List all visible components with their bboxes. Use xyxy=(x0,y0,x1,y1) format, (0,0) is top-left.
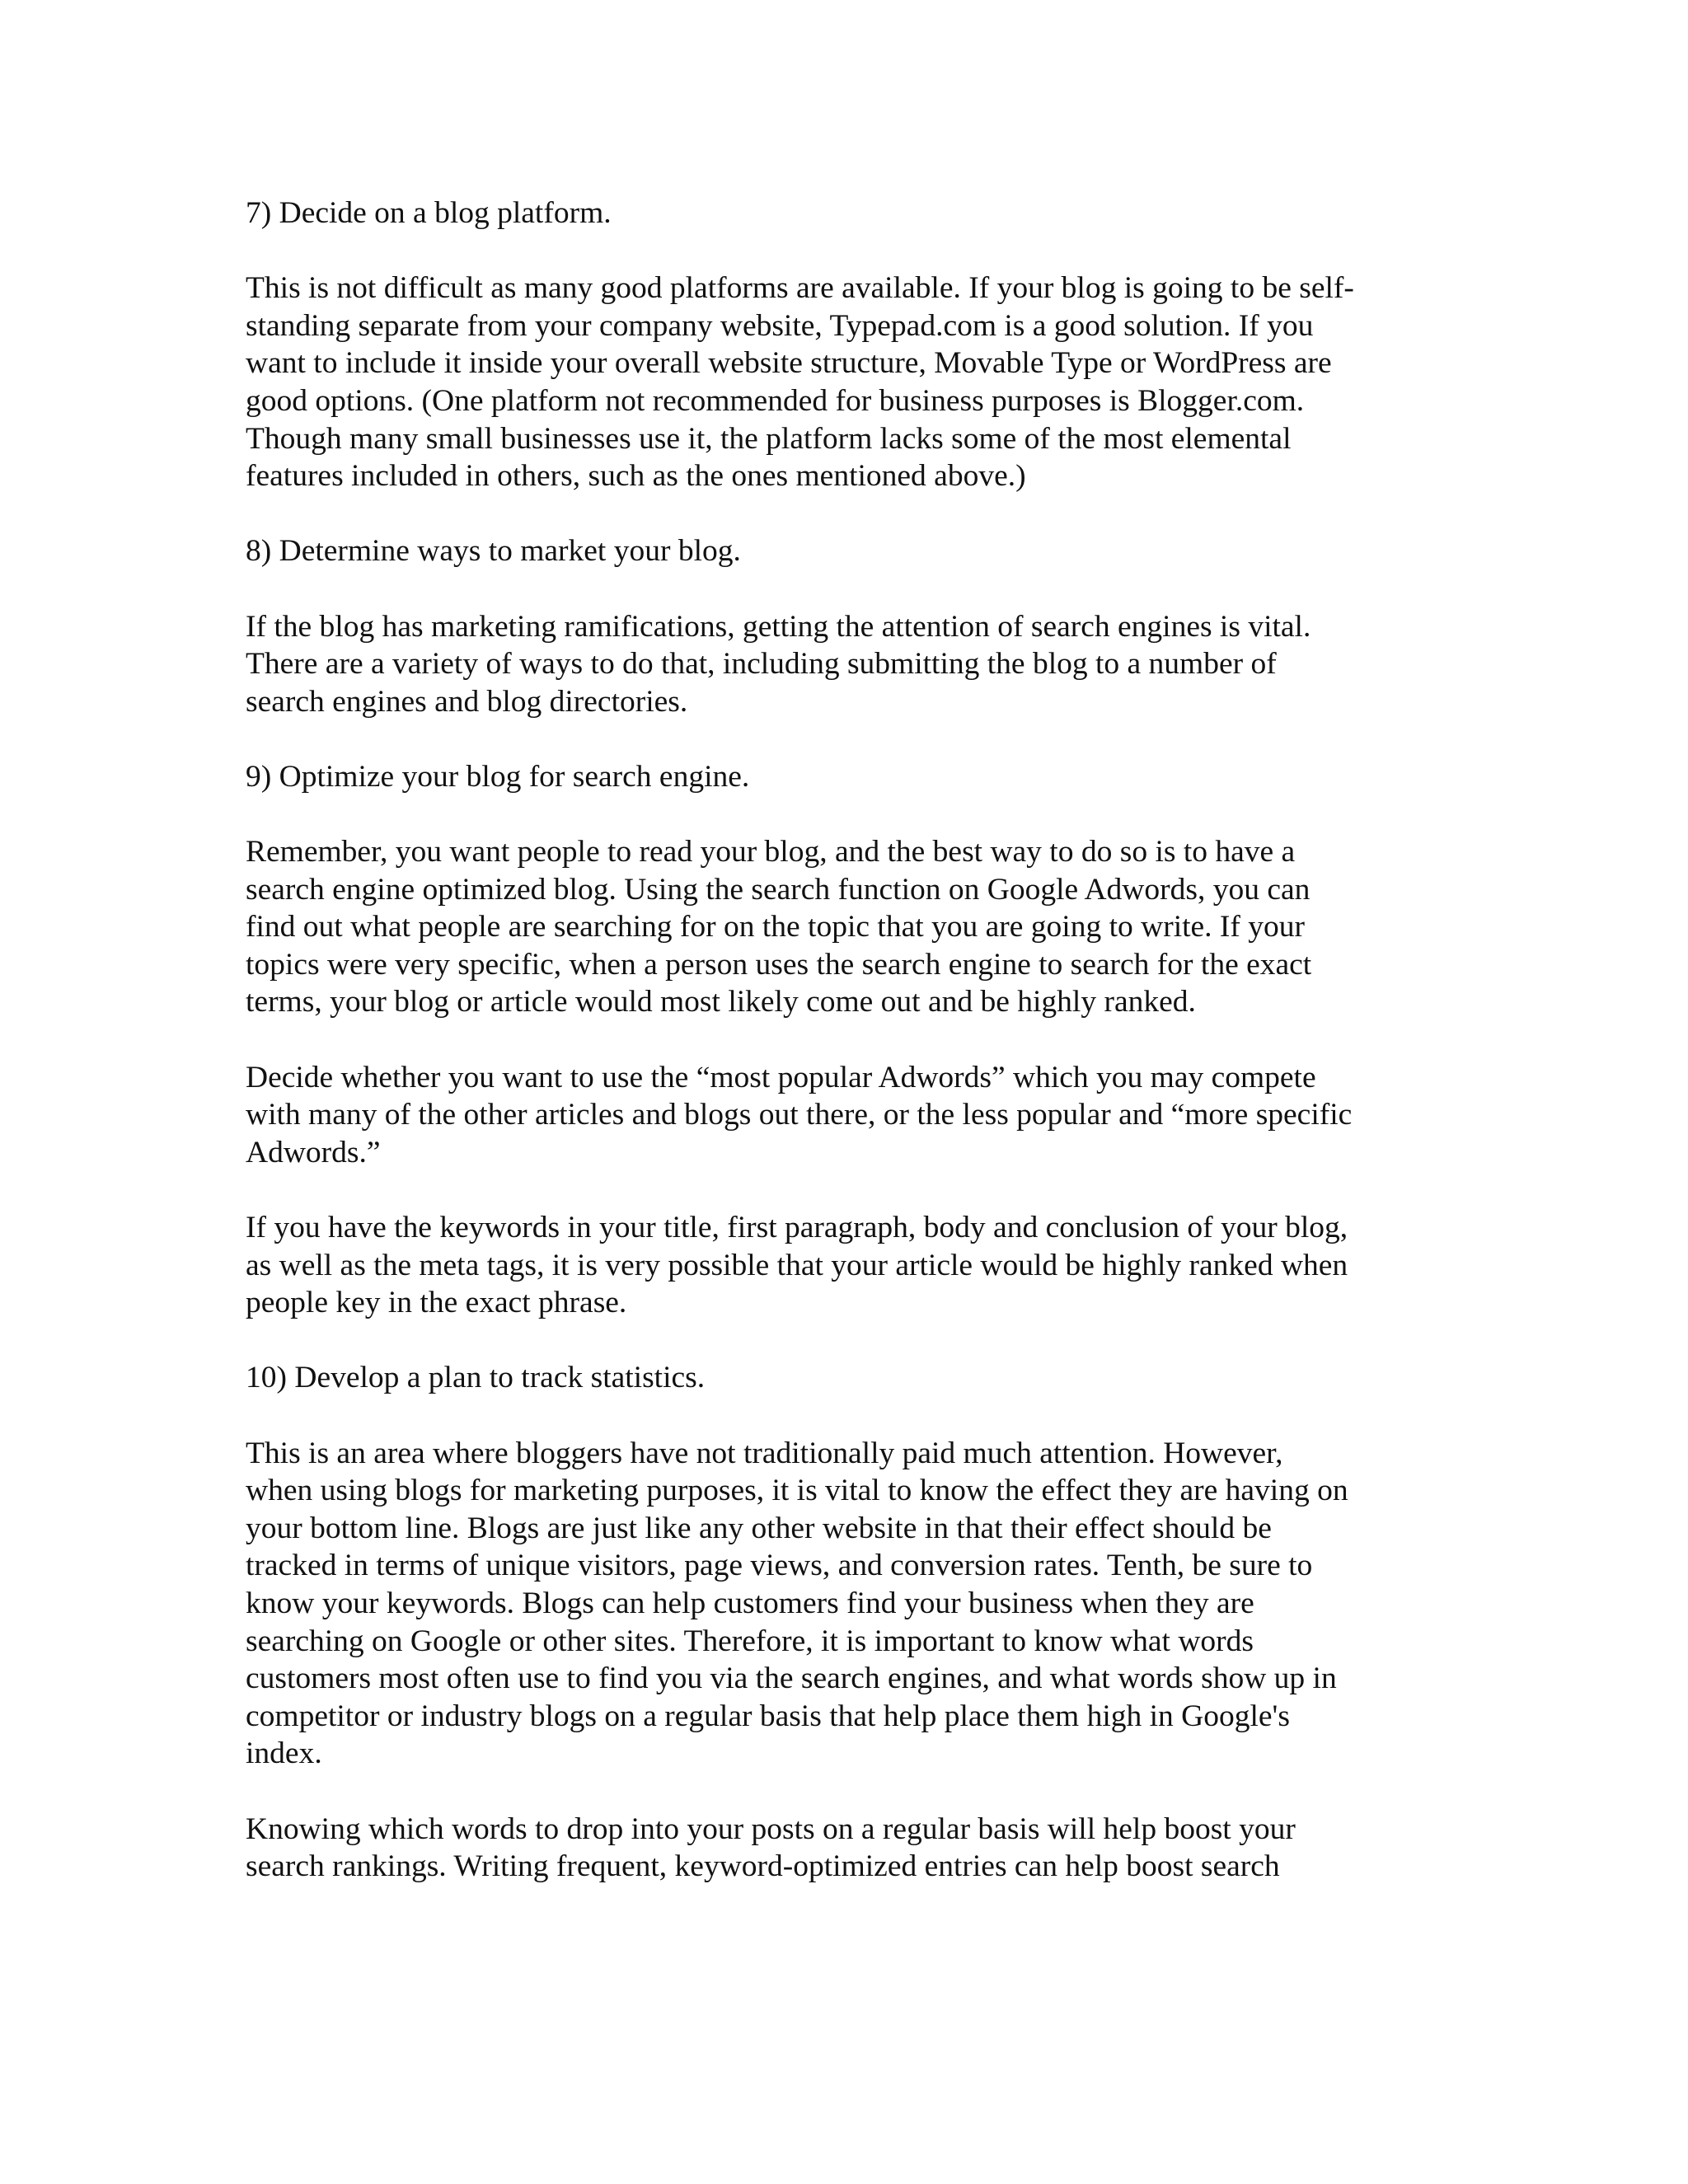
text-line: your bottom line. Blogs are just like any other website in that their effect should be xyxy=(246,1511,1272,1545)
text-line: when using blogs for marketing purposes, it is vital to know the effect they are having on xyxy=(246,1474,1348,1508)
text-line: people key in the exact phrase. xyxy=(246,1286,627,1320)
section-heading xyxy=(246,194,1441,232)
text-line: with many of the other articles and blogs out there, or the less popular and “more specific xyxy=(246,1098,1353,1132)
section-heading xyxy=(246,758,1441,796)
text-line: If the blog has marketing ramifications, getting the attention of search engines is vital. xyxy=(246,609,1311,644)
text-line: know your keywords. Blogs can help customers find your business when they are xyxy=(246,1586,1254,1620)
text-line: This is an area where bloggers have not traditionally paid much attention. However, xyxy=(246,1436,1283,1470)
text-line: If you have the keywords in your title, first paragraph, body and conclusion of your blog, xyxy=(246,1211,1348,1245)
section-heading xyxy=(246,532,1441,570)
text-line: There are a variety of ways to do that, including submitting the blog to a number of xyxy=(246,647,1277,682)
section-heading xyxy=(246,1359,1441,1397)
text-line: as well as the meta tags, it is very possible that your article would be highly ranked when xyxy=(246,1248,1348,1282)
text-line: competitor or industry blogs on a regular basis that help place them high in Google's xyxy=(246,1699,1290,1733)
text-line: customers most often use to find you via the search engines, and what words show up in xyxy=(246,1661,1337,1696)
text-line: search engine optimized blog. Using the search function on Google Adwords, you can xyxy=(246,872,1311,907)
paragraph xyxy=(246,833,1441,1021)
text-line: This is not difficult as many good platforms are available. If your blog is going to be self- xyxy=(246,271,1354,306)
text-line: search rankings. Writing frequent, keyword-optimized entries can help boost search xyxy=(246,1849,1280,1884)
text-line: find out what people are searching for on the topic that you are going to write. If your xyxy=(246,910,1306,944)
text-line: good options. (One platform not recommended for business purposes is Blogger.com. xyxy=(246,383,1305,418)
text-line: 9) Optimize your blog for search engine. xyxy=(246,759,750,794)
text-line: topics were very specific, when a person uses the search engine to search for the exact xyxy=(246,947,1312,982)
paragraph xyxy=(246,1209,1441,1322)
text-line: index. xyxy=(246,1736,322,1771)
paragraph xyxy=(246,1059,1441,1172)
document-body xyxy=(246,194,1441,1923)
text-line: Remember, you want people to read your blog, and the best way to do so is to have a xyxy=(246,835,1296,869)
text-line: 10) Develop a plan to track statistics. xyxy=(246,1361,706,1395)
text-line: search engines and blog directories. xyxy=(246,684,688,719)
paragraph xyxy=(246,269,1441,495)
text-line: Decide whether you want to use the “most popular Adwords” which you may compete xyxy=(246,1060,1316,1094)
paragraph xyxy=(246,1811,1441,1886)
text-line: 8) Determine ways to market your blog. xyxy=(246,534,741,569)
text-line: terms, your blog or article would most likely come out and be highly ranked. xyxy=(246,985,1196,1019)
text-line: Knowing which words to drop into your posts on a regular basis will help boost your xyxy=(246,1811,1296,1846)
paragraph xyxy=(246,1435,1441,1773)
text-line: Though many small businesses use it, the platform lacks some of the most elemental xyxy=(246,421,1292,456)
text-line: features included in others, such as the ones mentioned above.) xyxy=(246,459,1026,494)
text-line: standing separate from your company website, Typepad.com is a good solution. If you xyxy=(246,308,1314,343)
text-line: searching on Google or other sites. Therefore, it is important to know what words xyxy=(246,1624,1254,1658)
text-line: Adwords.” xyxy=(246,1135,381,1169)
text-line: tracked in terms of unique visitors, page views, and conversion rates. Tenth, be sure to xyxy=(246,1549,1313,1583)
text-line: 7) Decide on a blog platform. xyxy=(246,196,612,230)
paragraph xyxy=(246,608,1441,721)
text-line: want to include it inside your overall website structure, Movable Type or WordPress are xyxy=(246,346,1332,381)
